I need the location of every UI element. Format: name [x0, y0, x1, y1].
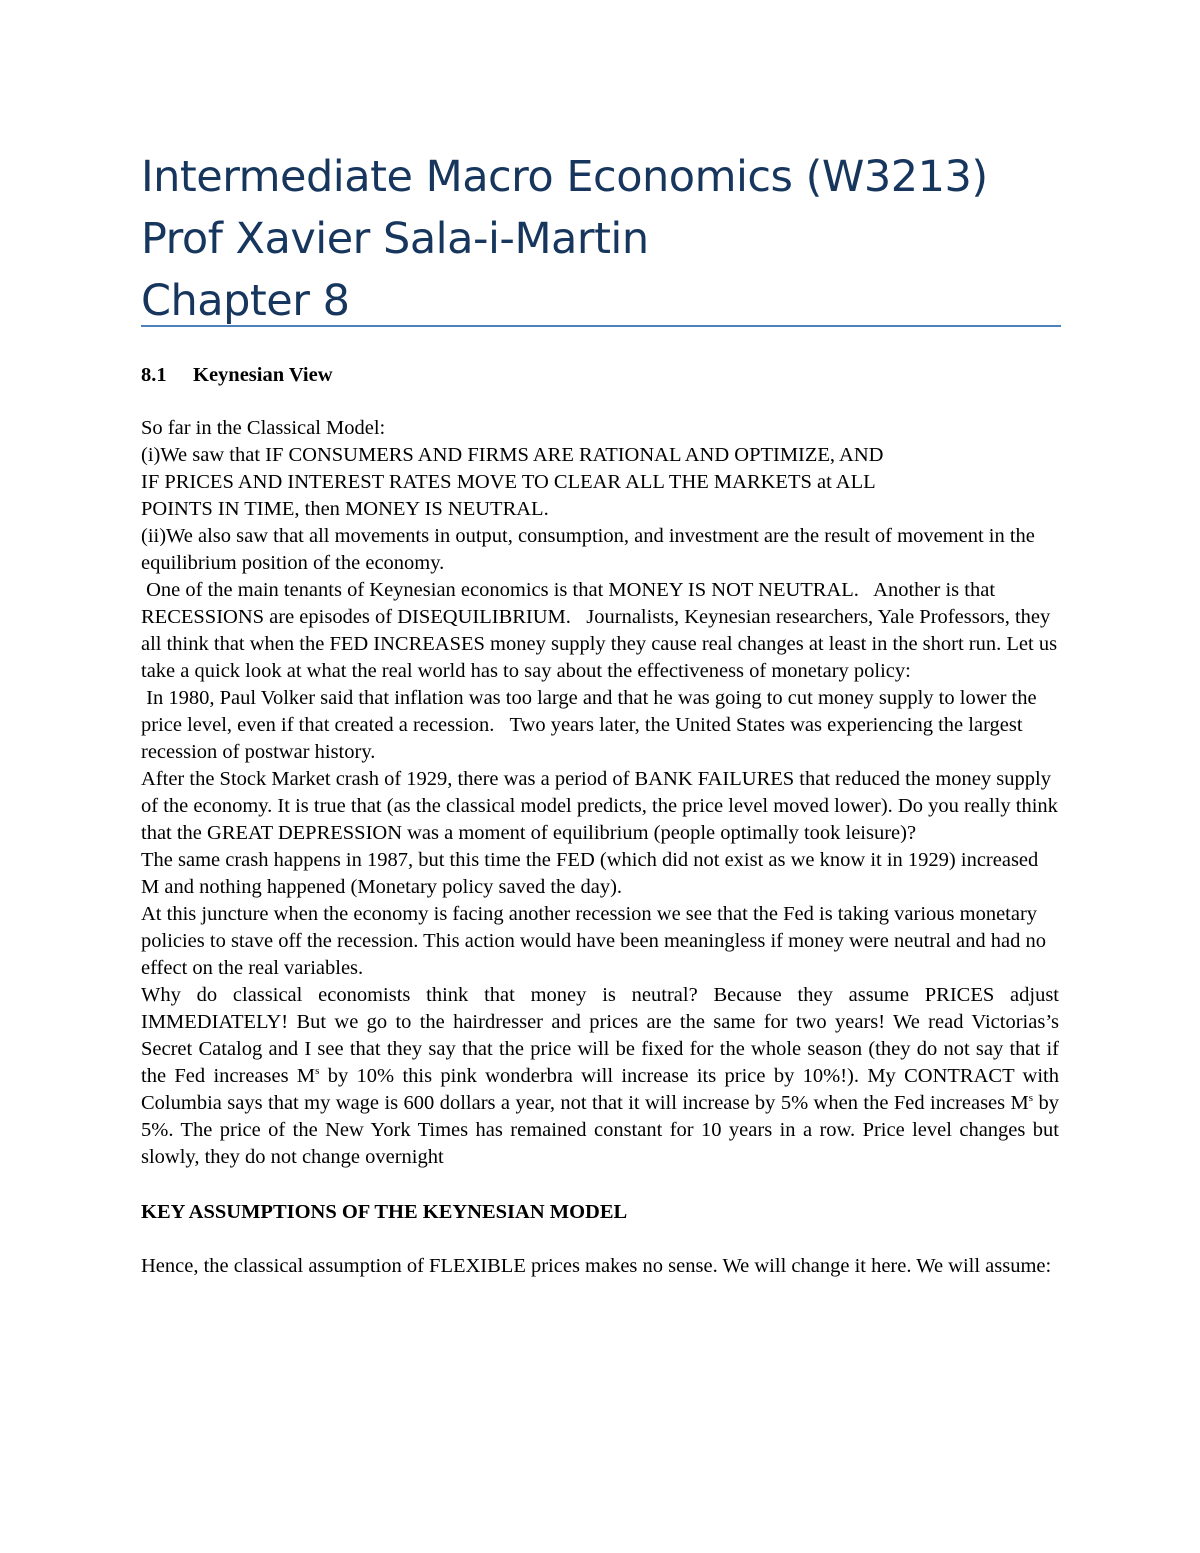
prices-text-part1: Why do classical economists think that money is neutral? Because they assume PRICES adjust IMMEDIATELY! But we go to the hairdresser and prices are the same for two years! We read Victorias’s Secret Catalog and I see that they say that the price will be fixed for the whole season (they do not say that if the Fed increases M [141, 984, 1059, 1087]
paragraph-tenants: One of the main tenants of Keynesian economics is that MONEY IS NOT NEUTRAL. Another is that RECESSIONS are episodes of DISEQUILIBRIUM. Journalists, Keynesian researchers, Yale Professors, they all think that when the FED INCREASES money supply they cause real changes at least in the short run. Let us take a quick look at what the real world has to say about the effectiveness of monetary policy: [141, 579, 1063, 682]
paragraph-juncture: At this juncture when the economy is facing another recession we see that the Fed is taking various monetary policies to stave off the recession. This action would have been meaningless if money were neutral and had no effect on the real variables. [141, 903, 1046, 979]
section-heading [141, 362, 1059, 389]
paragraph-prices-adjust [141, 982, 1059, 1171]
title-course: Intermediate Macro Economics (W3213) [141, 152, 988, 202]
title-divider [141, 325, 1061, 327]
prices-text-part3: by 5%. The price of the New York Times has remained constant for 10 years in a row. Price level changes but slowly, they do not change overnight [141, 1092, 1059, 1168]
paragraph-intro: So far in the Classical Model: [141, 417, 386, 439]
money-supply-superscript-2: s [1028, 1092, 1034, 1105]
paragraph-point1-line1: (i)We saw that IF CONSUMERS AND FIRMS ARE RATIONAL AND OPTIMIZE, AND [141, 444, 884, 466]
title-professor: Prof Xavier Sala-i-Martin [141, 214, 649, 264]
key-assumptions-heading: KEY ASSUMPTIONS OF THE KEYNESIAN MODEL [141, 1201, 628, 1223]
document-body [141, 362, 1063, 1280]
title-chapter: Chapter 8 [141, 276, 350, 326]
paragraph-point1-line3: POINTS IN TIME, then MONEY IS NEUTRAL. [141, 498, 549, 520]
section-number: 8.1 [141, 364, 167, 386]
money-supply-superscript-1: s [315, 1065, 320, 1078]
document-title [141, 146, 1061, 332]
section-title: Keynesian View [193, 364, 333, 386]
paragraph-volker: In 1980, Paul Volker said that inflation was too large and that he was going to cut money supply to lower the price level, even if that created a recession. Two years later, the United States was experiencing the largest recession of postwar history. [141, 687, 1042, 763]
paragraph-crash-1929: After the Stock Market crash of 1929, there was a period of BANK FAILURES that reduced the money supply of the economy. It is true that (as the classical model predicts, the price level moved lower). Do you really think that the GREAT DEPRESSION was a moment of equilibrium (people optimally took leisure)? [141, 768, 1058, 844]
paragraph-hence: Hence, the classical assumption of FLEXIBLE prices makes no sense. We will change it here. We will assume: [141, 1255, 1052, 1277]
paragraph-point2: (ii)We also saw that all movements in output, consumption, and investment are the result of movement in the equilibrium position of the economy. [141, 525, 1035, 574]
paragraph-point1-line2: IF PRICES AND INTEREST RATES MOVE TO CLEAR ALL THE MARKETS at ALL [141, 471, 876, 493]
prices-text-part2: by 10% this pink wonderbra will increase its price by 10%!). My CONTRACT with Columbia says that my wage is 600 dollars a year, not that it will increase by 5% when the Fed increases M [141, 1065, 1059, 1114]
paragraph-crash-1987: The same crash happens in 1987, but this time the FED (which did not exist as we know it in 1929) increased M and nothing happened (Monetary policy saved the day). [141, 849, 1039, 898]
